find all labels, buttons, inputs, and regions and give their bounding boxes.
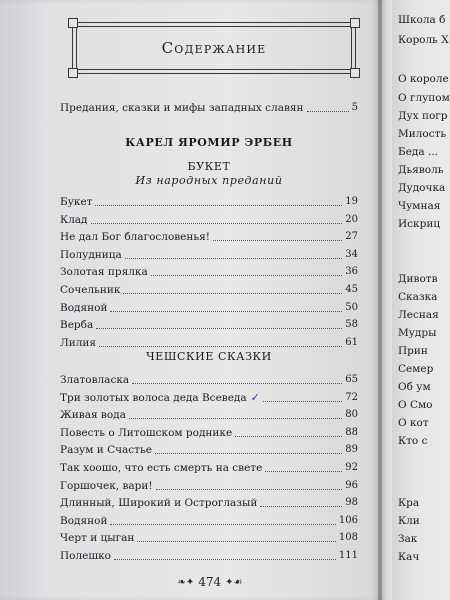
frame-corner-ornament	[350, 18, 360, 28]
frame-corner-ornament	[68, 18, 78, 28]
toc-entry	[60, 479, 358, 493]
toc-entry	[60, 496, 358, 510]
page-title: Содержание	[161, 39, 267, 57]
frame-corner-ornament	[68, 68, 78, 78]
toc-entry-page: 58	[345, 319, 358, 331]
dot-leader	[123, 292, 342, 294]
dot-leader	[213, 239, 342, 241]
toc-entry-title: Верба	[60, 319, 94, 332]
toc-entry	[60, 318, 358, 332]
toc-entry-page: 20	[345, 213, 358, 225]
toc-entry	[60, 373, 358, 387]
right-page-line: Мудры	[398, 327, 437, 339]
toc-entry-page: 111	[338, 550, 358, 561]
dot-leader	[263, 400, 342, 402]
right-page-line: Дивотв	[398, 273, 438, 285]
right-page-line: Школа б	[398, 14, 446, 26]
toc-entry	[60, 336, 358, 350]
book-subtitle: Из народных преданий	[135, 174, 283, 187]
dot-leader	[91, 222, 343, 224]
right-page-line: Чумная	[398, 200, 441, 212]
toc-entry-page: 89	[345, 444, 358, 456]
right-page-line: Прин	[398, 345, 428, 357]
toc-entry-page: 92	[345, 462, 358, 473]
author-heading: КАРЕЛ ЯРОМИР ЭРБЕН	[125, 136, 293, 149]
dot-leader	[156, 488, 343, 490]
right-page	[392, 0, 450, 600]
footer-page-number	[150, 572, 270, 592]
toc-entry-title: Горшочек, вари!	[60, 479, 153, 492]
toc-entry	[60, 213, 358, 227]
right-page-line: Дьяволь	[398, 164, 444, 176]
right-page-line: Кра	[398, 497, 420, 509]
dot-leader	[155, 452, 342, 454]
dot-leader	[265, 470, 342, 472]
toc-entry-page: 19	[345, 196, 358, 207]
book-heading: БУКЕТ	[187, 160, 231, 173]
toc-entry-title: Сочельник	[60, 284, 121, 296]
header-frame	[72, 22, 356, 74]
toc-entry-page: 88	[345, 426, 358, 438]
dot-leader	[95, 204, 342, 206]
toc-entry-page: 45	[345, 284, 358, 295]
toc-entry-page: 98	[345, 497, 358, 509]
toc-entry-page: 65	[345, 374, 358, 385]
toc-entry	[60, 230, 358, 244]
toc-entry	[60, 514, 358, 528]
toc-entry-title: Лилия	[60, 336, 97, 349]
dot-leader	[96, 327, 342, 329]
toc-entry-title: Золотая прялка	[60, 266, 148, 279]
toc-entry-title: Водяной	[60, 301, 108, 314]
right-page-line: Беда ...	[398, 146, 439, 158]
right-ornament-icon: ✦☙	[225, 576, 243, 588]
toc-entry-page: 106	[338, 514, 358, 526]
toc-entry	[60, 265, 358, 279]
toc-entry-page: 34	[345, 248, 358, 260]
right-page-line: Милость	[398, 128, 447, 140]
toc-entry	[60, 461, 358, 475]
toc-entry	[60, 443, 358, 457]
right-page-line: О короле	[398, 73, 449, 85]
toc-entry-page: 96	[345, 479, 358, 491]
toc-entry	[60, 426, 358, 440]
right-page-line: Кли	[398, 515, 420, 527]
dot-leader	[235, 435, 342, 437]
toc-entry	[60, 391, 358, 405]
toc-entry-title: Так хоошо, что есть смерть на свете	[60, 462, 263, 474]
toc-entry-page: 80	[345, 409, 358, 421]
right-page-line: Кто с	[398, 435, 428, 447]
toc-entry-title: Предания, сказки и мифы западных славян	[60, 102, 304, 114]
toc-entry	[60, 195, 358, 209]
toc-entry-page: 72	[345, 391, 358, 403]
page-number: 474	[198, 575, 222, 589]
dot-leader	[137, 540, 336, 542]
toc-entry-title: Черт и цыган	[60, 532, 135, 545]
frame-corner-ornament	[350, 68, 360, 78]
toc-entry-title: Живая вода	[60, 409, 126, 422]
toc-entry-title: Полешко	[60, 550, 112, 562]
toc-entry-page: 108	[338, 532, 358, 544]
right-page-line: Зак	[398, 533, 418, 545]
right-page-line: О Смо	[398, 399, 433, 411]
toc-entry-title: Букет	[60, 196, 93, 208]
dot-leader	[110, 523, 335, 525]
right-page-line: Семер	[398, 363, 434, 375]
toc-entry-title: Полудница	[60, 248, 122, 261]
dot-leader	[99, 345, 342, 347]
toc-entry-intro	[60, 101, 358, 115]
dot-leader	[110, 310, 342, 312]
toc-entry-title: Повесть о Литошском роднике	[60, 426, 233, 439]
dot-leader	[307, 110, 349, 112]
toc-entry-page: 61	[345, 336, 358, 348]
right-page-line: Об ум	[398, 381, 431, 393]
toc-entry	[60, 283, 358, 297]
checkmark-icon: ✓	[250, 390, 260, 404]
toc-entry-title: Не дал Бог благословенья!	[60, 231, 210, 244]
toc-entry-title: Златовласка	[60, 374, 130, 386]
toc-entry-page: 36	[345, 266, 358, 278]
toc-entry-title: Водяной	[60, 514, 108, 527]
right-page-line: О кот	[398, 417, 429, 429]
dot-leader	[129, 417, 342, 419]
dot-leader	[114, 558, 336, 560]
dot-leader	[260, 505, 342, 507]
right-page-line: Сказка	[398, 291, 438, 303]
toc-entry-title: Клад	[60, 213, 88, 226]
toc-entry-title: Три золотых волоса деда Всеведа	[60, 391, 247, 404]
right-page-line: Кач	[398, 551, 420, 563]
czech-heading: ЧЕШСКИЕ СКАЗКИ	[146, 350, 272, 363]
dot-leader	[151, 274, 343, 276]
toc-entry	[60, 301, 358, 315]
toc-entry	[60, 549, 358, 563]
toc-entry-page: 27	[345, 231, 358, 243]
toc-entry	[60, 531, 358, 545]
right-page-line: Искриц	[398, 218, 441, 230]
toc-entry	[60, 408, 358, 422]
right-page-line: О глупом	[398, 92, 450, 104]
toc-entry-title: Длинный, Широкий и Остроглазый	[60, 497, 258, 510]
right-page-line: Дух погр	[398, 110, 448, 122]
toc-entry-page: 5	[351, 102, 358, 113]
right-page-line: Дудочка	[398, 182, 446, 194]
book-gutter	[378, 0, 392, 600]
left-ornament-icon: ❧✦	[177, 576, 195, 588]
dot-leader	[125, 257, 342, 259]
toc-entry-page: 50	[345, 301, 358, 313]
dot-leader	[132, 382, 342, 384]
toc-entry-title: Разум и Счастье	[60, 444, 152, 457]
toc-entry	[60, 248, 358, 262]
right-page-line: Лесная	[398, 309, 439, 321]
right-page-line: Король Х	[398, 34, 449, 46]
